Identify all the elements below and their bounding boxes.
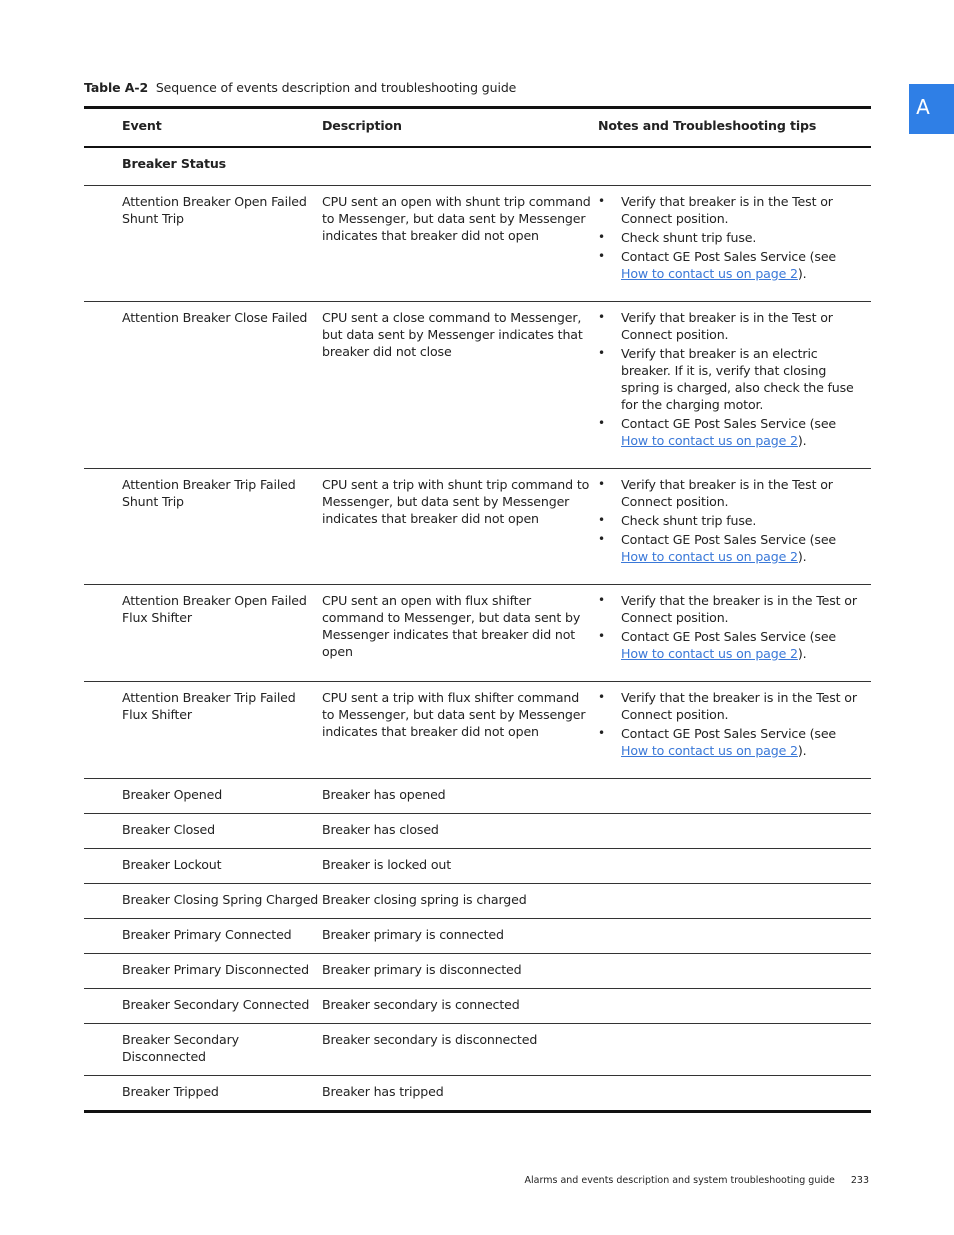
event-cell: Breaker Lockout <box>122 857 222 872</box>
tips-list <box>598 193 865 282</box>
description-cell: CPU sent a trip with shunt trip command to Messenger, but data sent by Messenger indicates that breaker did not open <box>322 477 590 526</box>
table-row <box>84 468 871 584</box>
notes-cell <box>598 919 871 953</box>
contact-suffix: ). <box>797 646 807 661</box>
event-cell: Breaker Primary Connected <box>122 927 292 942</box>
page-number: 233 <box>850 1175 869 1186</box>
description-cell: Breaker closing spring is charged <box>322 892 527 907</box>
page-footer <box>525 1175 869 1186</box>
contact-suffix: ). <box>797 743 807 758</box>
contact-prefix: Contact GE Post Sales Service (see <box>621 629 837 644</box>
description-cell: Breaker has closed <box>322 822 439 837</box>
table-caption-label: Table A-2 <box>84 80 149 95</box>
contact-prefix: Contact GE Post Sales Service (see <box>621 532 837 547</box>
description-cell: Breaker primary is connected <box>322 927 504 942</box>
table-row <box>84 1075 871 1110</box>
event-cell: Attention Breaker Close Failed <box>122 310 308 325</box>
event-cell: Breaker Closed <box>122 822 215 837</box>
tip-item: • Verify that breaker is an electric breaker. If it is, verify that closing spring is charged, also check the fuse for the charging motor. <box>598 345 865 413</box>
tip-item: • Check shunt trip fuse. <box>598 229 865 246</box>
notes-cell <box>598 849 871 883</box>
table-caption-text: Sequence of events description and troubleshooting guide <box>155 80 517 95</box>
tip-item: • Verify that the breaker is in the Test or Connect position. <box>598 689 865 723</box>
tip-item: • Check shunt trip fuse. <box>598 512 865 529</box>
tips-list <box>598 689 865 759</box>
description-cell: CPU sent an open with flux shifter command to Messenger, but data sent by Messenger indicates that breaker did not open <box>322 593 581 659</box>
event-cell: Breaker Tripped <box>122 1084 219 1099</box>
description-cell: Breaker has opened <box>322 787 446 802</box>
notes-cell <box>598 1076 871 1110</box>
table-row <box>84 584 871 681</box>
description-cell: Breaker has tripped <box>322 1084 444 1099</box>
contact-link[interactable]: How to contact us on page 2 <box>621 743 798 758</box>
table-row <box>84 953 871 988</box>
table-row <box>84 918 871 953</box>
tip-item: • Verify that breaker is in the Test or Connect position. <box>598 476 865 510</box>
section-row <box>84 148 871 185</box>
notes-cell <box>598 682 871 778</box>
detailed-rows <box>84 185 871 778</box>
event-cell: Attention Breaker Open Failed Shunt Trip <box>122 194 307 226</box>
notes-cell <box>598 884 871 918</box>
header-event: Event <box>122 118 162 133</box>
table-row <box>84 778 871 813</box>
event-cell: Breaker Primary Disconnected <box>122 962 309 977</box>
description-cell: Breaker secondary is connected <box>322 997 520 1012</box>
notes-cell <box>598 779 871 813</box>
contact-prefix: Contact GE Post Sales Service (see <box>621 416 837 431</box>
table-row <box>84 301 871 468</box>
tip-item-contact <box>598 415 865 449</box>
description-cell: Breaker is locked out <box>322 857 452 872</box>
description-cell: Breaker secondary is disconnected <box>322 1032 538 1047</box>
contact-link[interactable]: How to contact us on page 2 <box>621 646 798 661</box>
tips-list <box>598 592 865 662</box>
contact-prefix: Contact GE Post Sales Service (see <box>621 249 837 264</box>
event-cell: Attention Breaker Trip Failed Shunt Trip <box>122 477 296 509</box>
table-row <box>84 185 871 301</box>
contact-prefix: Contact GE Post Sales Service (see <box>621 726 837 741</box>
footer-title: Alarms and events description and system troubleshooting guide <box>524 1175 835 1186</box>
notes-cell <box>598 302 871 468</box>
tips-list <box>598 476 865 565</box>
tip-item-contact <box>598 531 865 565</box>
table-row <box>84 813 871 848</box>
table-row <box>84 681 871 778</box>
description-cell: CPU sent an open with shunt trip command to Messenger, but data sent by Messenger indicates that breaker did not open <box>322 194 591 243</box>
appendix-tab-letter: A <box>916 95 930 119</box>
contact-link[interactable]: How to contact us on page 2 <box>621 549 798 564</box>
table-row <box>84 883 871 918</box>
event-cell: Breaker Closing Spring Charged <box>122 892 319 907</box>
description-cell: CPU sent a close command to Messenger, but data sent by Messenger indicates that breaker did not close <box>322 310 583 359</box>
header-notes: Notes and Troubleshooting tips <box>598 118 817 133</box>
description-cell: CPU sent a trip with flux shifter command to Messenger, but data sent by Messenger indicates that breaker did not open <box>322 690 586 739</box>
simple-rows <box>84 778 871 1110</box>
tip-item-contact <box>598 725 865 759</box>
contact-suffix: ). <box>797 266 807 281</box>
appendix-tab <box>909 84 954 134</box>
events-table <box>84 106 871 1113</box>
tip-item-contact <box>598 628 865 662</box>
section-title: Breaker Status <box>122 156 226 171</box>
notes-cell <box>598 469 871 584</box>
event-cell: Attention Breaker Trip Failed Flux Shifter <box>122 690 296 722</box>
contact-suffix: ). <box>797 433 807 448</box>
table-caption <box>84 80 516 95</box>
event-cell: Attention Breaker Open Failed Flux Shifter <box>122 593 307 625</box>
table-row <box>84 988 871 1023</box>
table-row <box>84 1023 871 1075</box>
notes-cell <box>598 814 871 848</box>
tip-item: • Verify that the breaker is in the Test or Connect position. <box>598 592 865 626</box>
description-cell: Breaker primary is disconnected <box>322 962 522 977</box>
header-description: Description <box>322 118 402 133</box>
table-header-row <box>84 109 871 148</box>
contact-link[interactable]: How to contact us on page 2 <box>621 266 798 281</box>
tip-item: • Verify that breaker is in the Test or Connect position. <box>598 309 865 343</box>
notes-cell <box>598 954 871 988</box>
contact-suffix: ). <box>797 549 807 564</box>
contact-link[interactable]: How to contact us on page 2 <box>621 433 798 448</box>
event-cell: Breaker Secondary Connected <box>122 997 310 1012</box>
tip-item: • Verify that breaker is in the Test or Connect position. <box>598 193 865 227</box>
notes-cell <box>598 186 871 301</box>
notes-cell <box>598 585 871 681</box>
table-row <box>84 848 871 883</box>
event-cell: Breaker Secondary Disconnected <box>122 1032 239 1064</box>
tip-item-contact <box>598 248 865 282</box>
event-cell: Breaker Opened <box>122 787 223 802</box>
notes-cell <box>598 989 871 1023</box>
notes-cell <box>598 1024 871 1075</box>
tips-list <box>598 309 865 449</box>
